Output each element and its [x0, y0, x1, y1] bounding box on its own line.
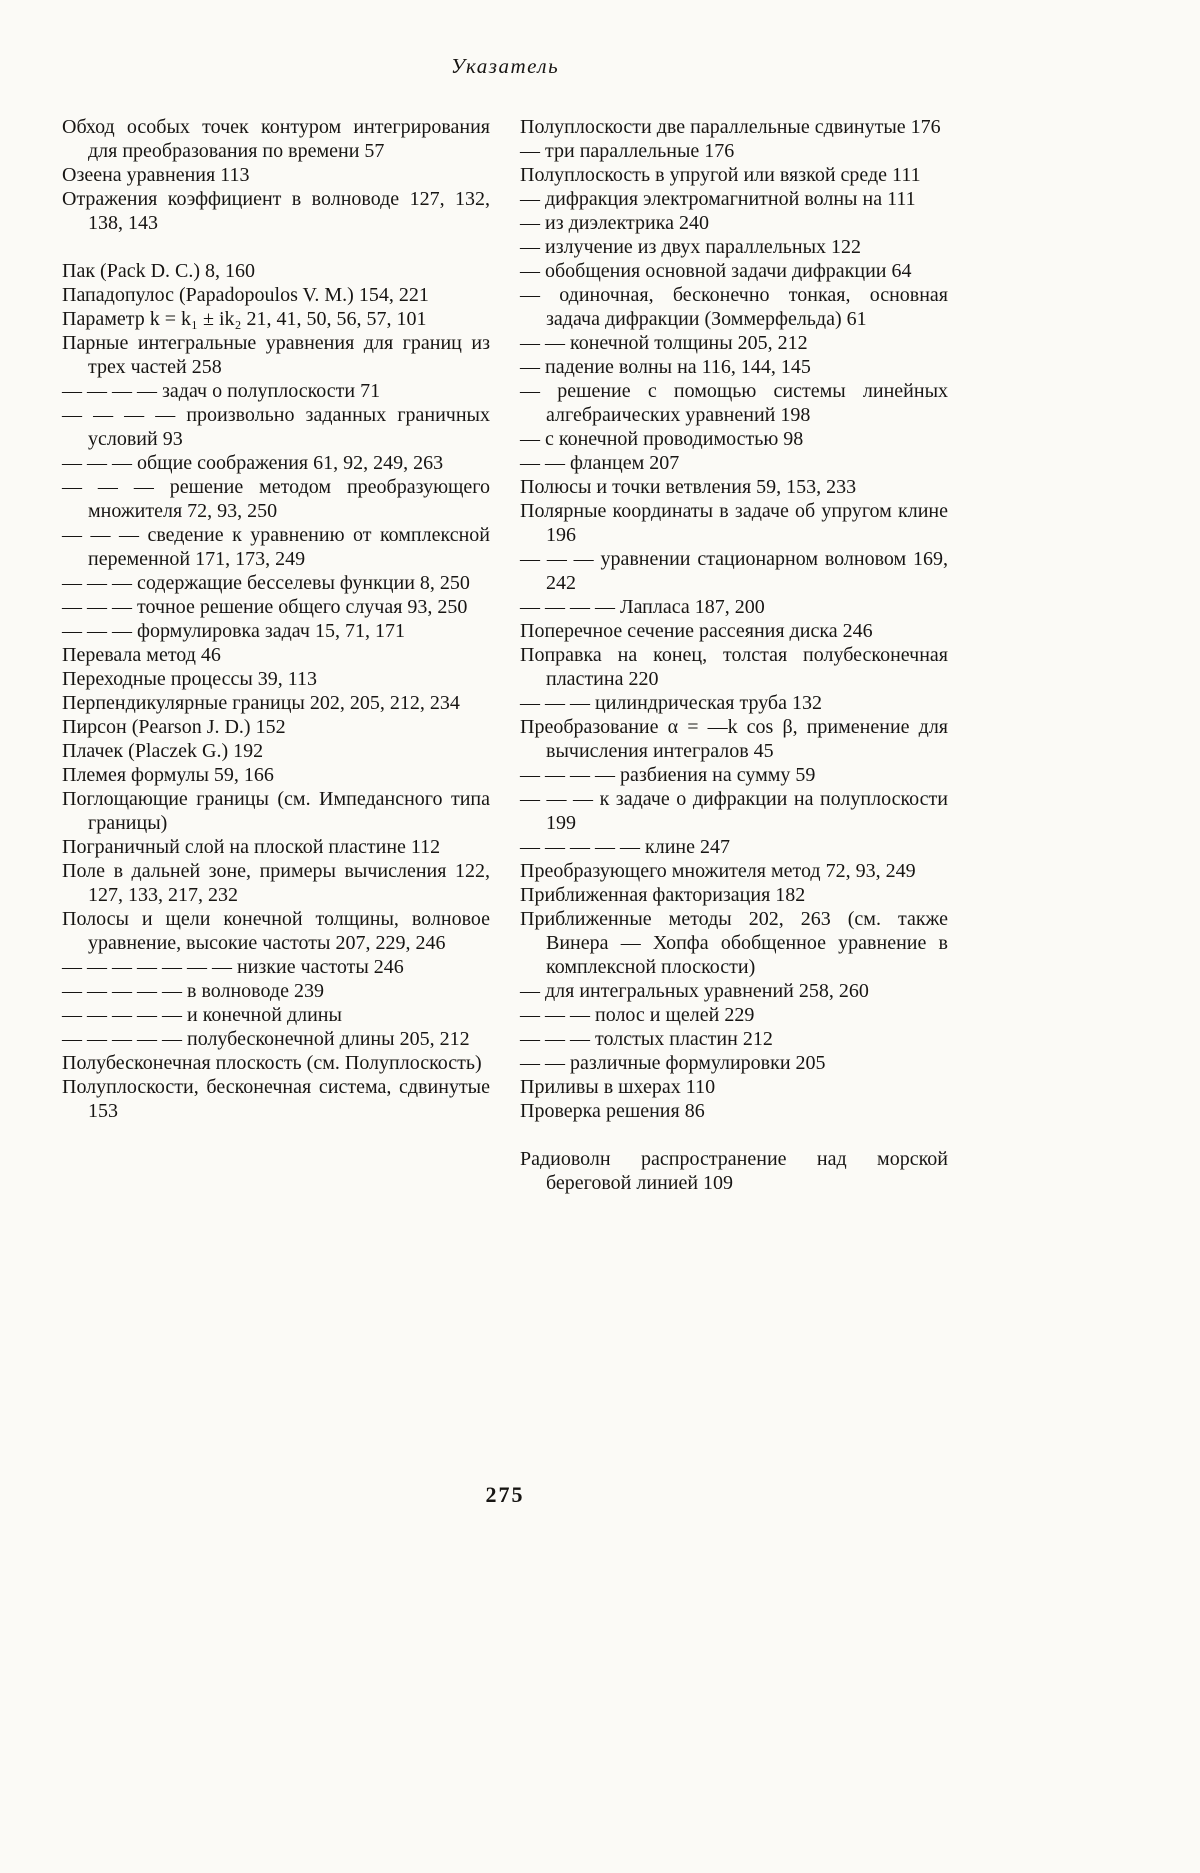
index-entry: — с конечной проводимостью 98	[520, 428, 804, 450]
index-entry: Полуплоскости две параллельные сдвинутые 176	[520, 116, 941, 138]
index-entry: — — — содержащие бесселевы функции 8, 250	[62, 572, 470, 594]
index-entry: — — — точное решение общего случая 93, 250	[62, 596, 468, 618]
index-entry: Отражения коэффициент в волноводе 127, 132, 138, 143	[62, 188, 490, 234]
index-entry: Обход особых точек контуром интегрирования для преобразования по времени 57	[62, 116, 490, 162]
page-header: Указатель	[450, 54, 560, 78]
index-entry: Перевала метод 46	[62, 644, 221, 666]
index-entry: Пак (Pack D. C.) 8, 160	[62, 260, 256, 282]
index-entry: Приближенные методы 202, 263 (см. также Винера — Хопфа обобщенное уравнение в комплексной плоскости)	[520, 908, 948, 978]
index-entry: Пограничный слой на плоской пластине 112	[62, 836, 441, 858]
index-page	[62, 0, 948, 1507]
index-entry: — — — — разбиения на сумму 59	[520, 764, 816, 786]
index-entry: Переходные процессы 39, 113	[62, 668, 318, 690]
index-entry: — — — — — полубесконечной длины 205, 212	[62, 1028, 470, 1050]
index-entry: Полярные координаты в задаче об упругом клине 196	[520, 500, 948, 546]
index-entry: Параметр k = k₁ ± ik₂ 21, 41, 50, 56, 57, 101	[62, 308, 427, 330]
index-entry: — три параллельные 176	[520, 140, 735, 162]
index-entry: — — — уравнении стационарном волновом 169, 242	[520, 548, 948, 594]
index-entry: Проверка решения 86	[520, 1100, 705, 1122]
index-entry: Преобразующего множителя метод 72, 93, 249	[520, 860, 916, 882]
index-entry: — падение волны на 116, 144, 145	[520, 356, 811, 378]
index-entry: Полюсы и точки ветвления 59, 153, 233	[520, 476, 857, 498]
index-entry: — — — — — — — низкие частоты 246	[62, 956, 404, 978]
index-entry: Полосы и щели конечной толщины, волновое уравнение, высокие частоты 207, 229, 246	[62, 908, 490, 954]
index-entry: — — — цилиндрическая труба 132	[520, 692, 822, 714]
index-entry: — — — — Лапласа 187, 200	[520, 596, 765, 618]
index-entry: — — — — — и конечной длины	[62, 1004, 342, 1026]
index-entry: Поглощающие границы (см. Импедансного типа границы)	[62, 788, 490, 834]
index-entry: — — — формулировка задач 15, 71, 171	[62, 620, 405, 642]
page-number: 275	[485, 1482, 525, 1507]
index-entry: — — — — — в волноводе 239	[62, 980, 324, 1002]
right-column	[520, 115, 948, 1195]
index-entry: Парные интегральные уравнения для границ из трех частей 258	[62, 332, 490, 378]
index-entry: — — — толстых пластин 212	[520, 1028, 773, 1050]
index-entry: — одиночная, бесконечно тонкая, основная задача дифракции (Зоммерфельда) 61	[520, 284, 948, 330]
index-entry: Полуплоскости, бесконечная система, сдвинутые 153	[62, 1076, 490, 1122]
index-entry: — — — к задаче о дифракции на полуплоскости 199	[520, 788, 948, 834]
index-entry: — обобщения основной задачи дифракции 64	[520, 260, 912, 282]
index-entry: — — конечной толщины 205, 212	[520, 332, 808, 354]
index-entry: Пападопулос (Papadopoulos V. M.) 154, 221	[62, 284, 429, 306]
index-entry: — — фланцем 207	[520, 452, 680, 474]
index-entry: Племея формулы 59, 166	[62, 764, 274, 786]
index-entry: — излучение из двух параллельных 122	[520, 236, 862, 258]
index-entry: Плачек (Placzek G.) 192	[62, 740, 264, 762]
index-entry: Поперечное сечение рассеяния диска 246	[520, 620, 873, 642]
index-entry: Пирсон (Pearson J. D.) 152	[62, 716, 286, 738]
index-entry: — — — — произвольно заданных граничных условий 93	[62, 404, 490, 450]
index-entry: — из диэлектрика 240	[520, 212, 709, 234]
left-column	[62, 115, 490, 1195]
index-entry: — для интегральных уравнений 258, 260	[520, 980, 869, 1002]
index-columns	[62, 115, 948, 1195]
index-entry: — — — сведение к уравнению от комплексной переменной 171, 173, 249	[62, 524, 490, 570]
index-entry: Озеена уравнения 113	[62, 164, 250, 186]
index-entry: Полубесконечная плоскость (см. Полуплоскость)	[62, 1052, 482, 1074]
index-entry: Радиоволн распространение над морской береговой линией 109	[520, 1148, 948, 1194]
index-entry: Приливы в шхерах 110	[520, 1076, 716, 1098]
index-entry: — — — — — клине 247	[520, 836, 730, 858]
index-entry: — дифракция электромагнитной волны на 111	[520, 188, 916, 210]
index-entry: Приближенная факторизация 182	[520, 884, 806, 906]
index-entry: — — — решение методом преобразующего множителя 72, 93, 250	[62, 476, 490, 522]
index-entry: — — — общие соображения 61, 92, 249, 263	[62, 452, 444, 474]
index-entry: Преобразование α = —k cos β, применение для вычисления интегралов 45	[520, 716, 948, 762]
index-entry: — — различные формулировки 205	[520, 1052, 826, 1074]
index-entry: Поправка на конец, толстая полубесконечная пластина 220	[520, 644, 948, 690]
index-entry: Перпендикулярные границы 202, 205, 212, 234	[62, 692, 460, 714]
index-entry: Полуплоскость в упругой или вязкой среде 111	[520, 164, 921, 186]
index-entry: — — — — задач о полуплоскости 71	[62, 380, 381, 402]
index-entry: — решение с помощью системы линейных алгебраических уравнений 198	[520, 380, 948, 426]
index-entry: Поле в дальней зоне, примеры вычисления 122, 127, 133, 217, 232	[62, 860, 490, 906]
index-entry: — — — полос и щелей 229	[520, 1004, 755, 1026]
